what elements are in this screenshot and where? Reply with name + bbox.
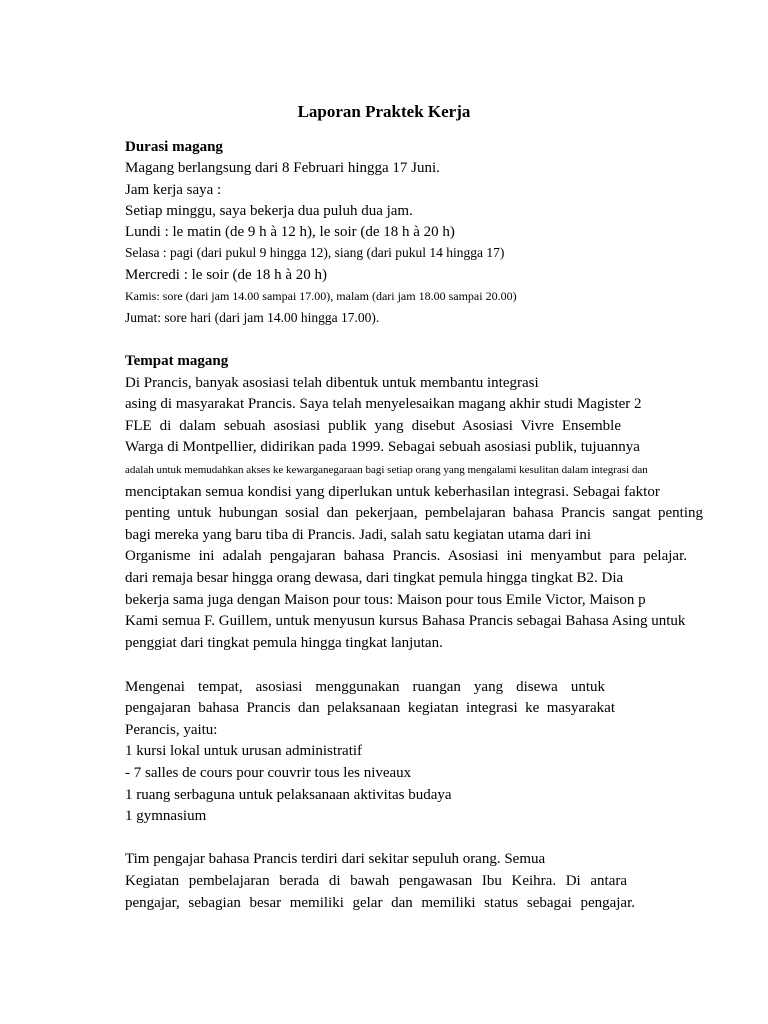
list-item: - 7 salles de cours pour couvrir tous les niveaux [125, 765, 412, 781]
paragraph-line: Kami semua F. Guillem, untuk menyusun kursus Bahasa Prancis sebagai Bahasa Asing untuk [125, 613, 686, 629]
paragraph-line: bagi mereka yang baru tiba di Prancis. Jadi, salah satu kegiatan utama dari ini [125, 527, 592, 543]
paragraph-line: Selasa : pagi (dari pukul 9 hingga 12), siang (dari pukul 14 hingga 17) [125, 245, 505, 260]
document-title: Laporan Praktek Kerja [297, 102, 471, 121]
paragraph-line: asing di masyarakat Prancis. Saya telah menyelesaikan magang akhir studi Magister 2 [125, 396, 642, 412]
paragraph-line: FLE di dalam sebuah asosiasi publik yang disebut Asosiasi Vivre Ensemble [125, 418, 621, 434]
paragraph-line: Warga di Montpellier, didirikan pada 1999. Sebagai sebuah asosiasi publik, tujuannya [125, 439, 640, 455]
paragraph-line: Jam kerja saya : [125, 182, 222, 198]
list-item: 1 ruang serbaguna untuk pelaksanaan aktivitas budaya [125, 787, 452, 803]
paragraph-line: Mercredi : le soir (de 18 h à 20 h) [125, 267, 328, 283]
paragraph-line: Perancis, yaitu: [125, 722, 218, 738]
paragraph-line: dari remaja besar hingga orang dewasa, dari tingkat pemula hingga tingkat B2. Dia [125, 570, 624, 586]
paragraph-line: pengajar, sebagian besar memiliki gelar dan memiliki status sebagai pengajar. [125, 895, 635, 911]
paragraph-line: bekerja sama juga dengan Maison pour tous: Maison pour tous Emile Victor, Maison p [125, 592, 646, 608]
paragraph-line: Tim pengajar bahasa Prancis terdiri dari sekitar sepuluh orang. Semua [125, 851, 546, 867]
paragraph-line: Di Prancis, banyak asosiasi telah dibentuk untuk membantu integrasi [125, 375, 539, 391]
paragraph-line: Setiap minggu, saya bekerja dua puluh dua jam. [125, 203, 413, 219]
paragraph-line: menciptakan semua kondisi yang diperlukan untuk keberhasilan integrasi. Sebagai faktor [125, 484, 660, 500]
paragraph-line: Organisme ini adalah pengajaran bahasa Prancis. Asosiasi ini menyambut para pelajar. [125, 548, 687, 564]
paragraph-line: penggiat dari tingkat pemula hingga tingkat lanjutan. [125, 635, 443, 651]
paragraph-line: Jumat: sore hari (dari jam 14.00 hingga 17.00). [125, 310, 380, 325]
paragraph-line: pengajaran bahasa Prancis dan pelaksanaan kegiatan integrasi ke masyarakat [125, 700, 615, 716]
paragraph-line: Kamis: sore (dari jam 14.00 sampai 17.00), malam (dari jam 18.00 sampai 20.00) [125, 289, 517, 303]
section-heading-tempat: Tempat magang [125, 353, 229, 369]
paragraph-line: Lundi : le matin (de 9 h à 12 h), le soir (de 18 h à 20 h) [125, 224, 455, 240]
paragraph-line: adalah untuk memudahkan akses ke kewarganegaraan bagi setiap orang yang mengalami kesulitan dalam integrasi dan [125, 464, 648, 476]
paragraph-line: penting untuk hubungan sosial dan pekerjaan, pembelajaran bahasa Prancis sangat penting [125, 505, 703, 521]
paragraph-line: Magang berlangsung dari 8 Februari hingga 17 Juni. [125, 160, 440, 176]
section-heading-durasi: Durasi magang [125, 139, 223, 155]
paragraph-line: Kegiatan pembelajaran berada di bawah pengawasan Ibu Keihra. Di antara [125, 873, 627, 889]
paragraph-line: Mengenai tempat, asosiasi menggunakan ruangan yang disewa untuk [125, 679, 605, 695]
list-item: 1 gymnasium [125, 808, 207, 824]
list-item: 1 kursi lokal untuk urusan administratif [125, 743, 363, 759]
